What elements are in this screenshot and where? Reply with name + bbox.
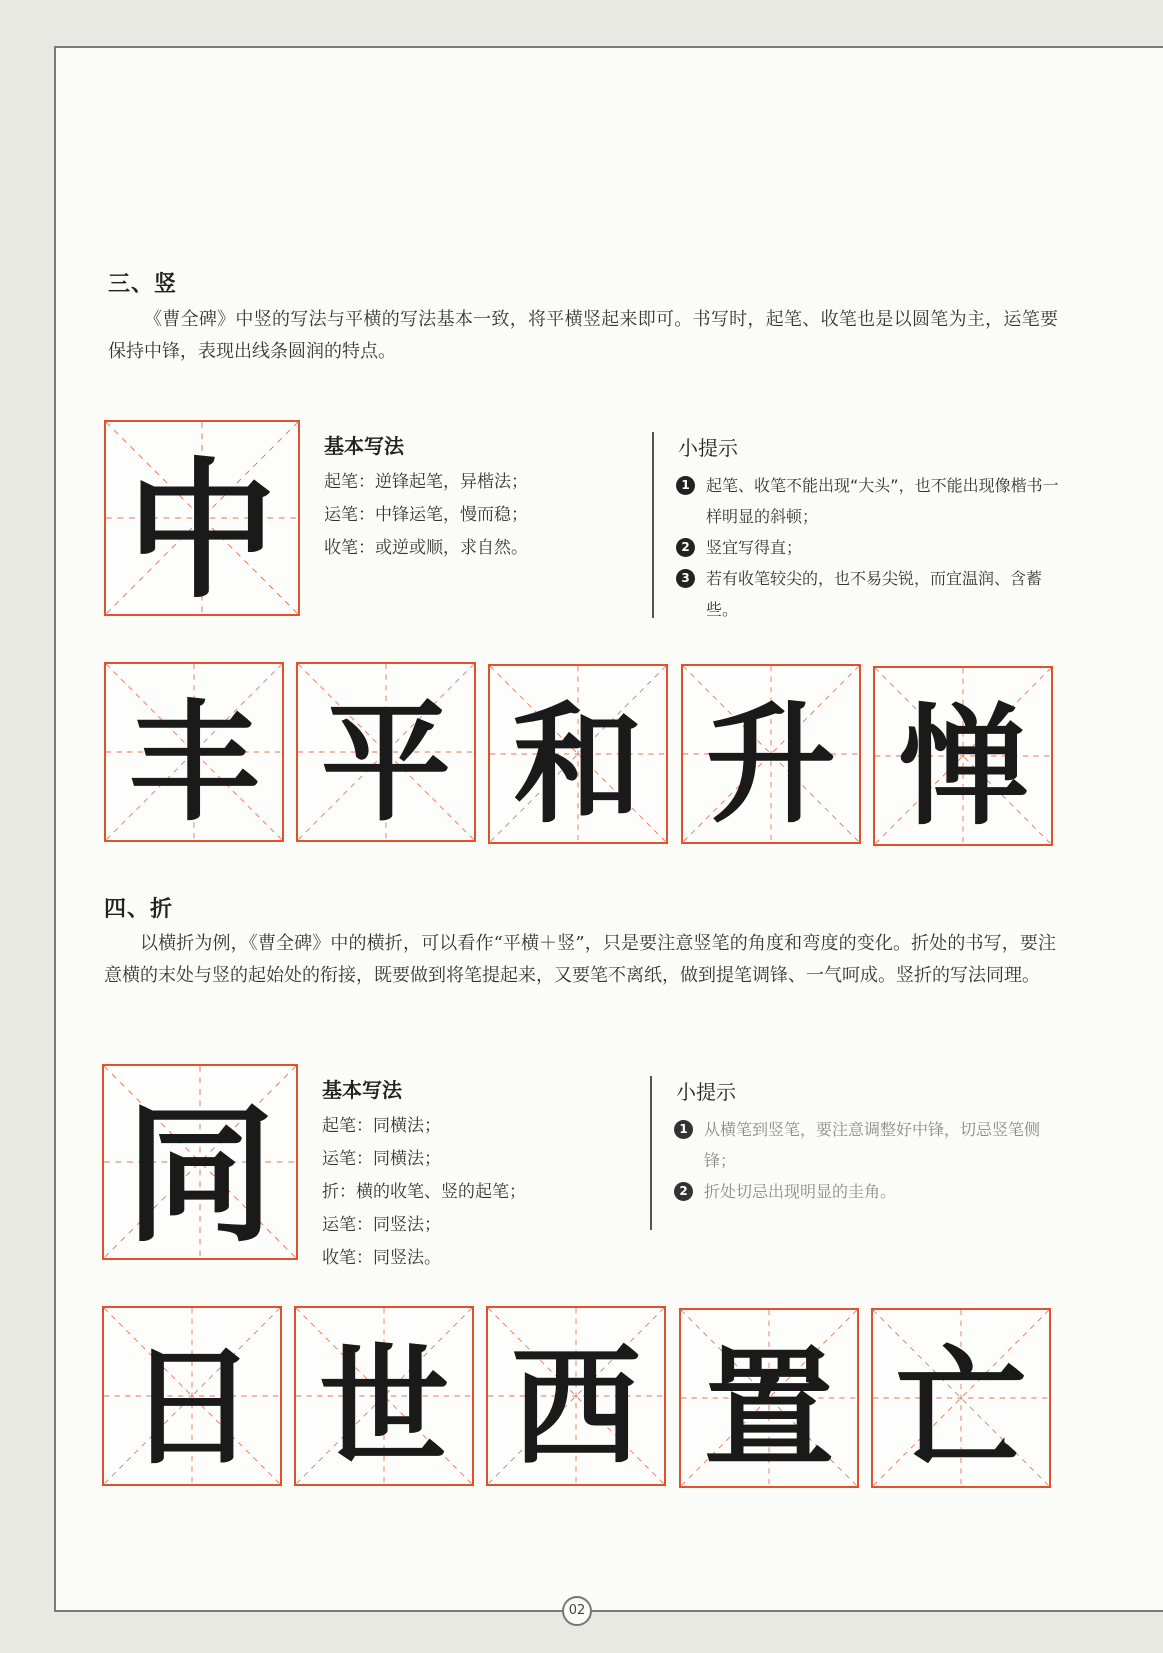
method-list [324,466,528,565]
tip-item: 1 起笔、收笔不能出现“大头”，也不能出现像楷书一样明显的斜顿； [676,470,1061,532]
method-title: 基本写法 [322,1078,402,1102]
divider [652,432,654,618]
example-box [296,662,476,842]
main-character-box [102,1064,298,1263]
example-character: 惮 [897,689,1028,843]
tip-item: 2 折处切忌出现明显的圭角。 [674,1176,1059,1207]
example-box [294,1306,474,1486]
tip-number-2: 2 [676,538,695,557]
section-paragraph-turn: 以横折为例，《曹全碑》中的横折，可以看作“平横＋竖”，只是要注意竖笔的角度和弯度的变化。折处的书写，要注意横的末处与竖的起始处的衔接，既要做到将笔提起来，又要笔不离纸，做到提笔调锋、一气呵成。竖折的写法同理。 [104,933,1056,986]
example-character: 丰 [128,685,259,839]
tip-number-2: 2 [674,1182,693,1201]
main-character: 同 [124,1087,275,1263]
method-title: 基本写法 [324,434,404,458]
tip-item: 3 若有收笔较尖的，也不易尖锐，而宜温润、含蓄些。 [676,563,1061,625]
tips-title: 小提示 [676,1080,736,1104]
example-character: 置 [703,1331,834,1485]
example-character: 日 [126,1329,257,1483]
method-item: 收笔：或逆或顺，求自然。 [324,538,528,558]
example-character: 平 [320,685,451,839]
example-box [679,1308,859,1488]
method-item: 起笔：同横法； [322,1116,441,1136]
method-item: 运笔：同竖法； [322,1215,441,1235]
example-character: 西 [510,1329,641,1483]
example-character: 世 [318,1329,449,1483]
method-item: 收笔：同竖法。 [322,1248,441,1268]
example-box [488,664,668,844]
tip-number-1: 1 [674,1120,693,1139]
example-character: 和 [512,687,643,841]
tip-item: 1 从横笔到竖笔，要注意调整好中锋，切忌竖笔侧锋； [674,1114,1059,1176]
example-box [102,1306,282,1486]
section-heading-vertical: 三、竖 [108,271,178,297]
divider [650,1076,652,1230]
method-item: 运笔：同横法； [322,1149,441,1169]
method-item: 起笔：逆锋起笔，异楷法； [324,472,528,492]
page-number: 02 [562,1596,592,1626]
section-heading-turn: 四、折 [104,896,174,922]
method-item: 运笔：中锋运笔，慢而稳； [324,505,528,525]
tips-title: 小提示 [678,436,738,460]
main-character: 中 [126,443,277,619]
method-item: 折：横的收笔、竖的起笔； [322,1182,526,1202]
tip-item: 2 竖宜写得直； [676,532,1061,563]
example-character: 升 [705,687,836,841]
method-list [322,1110,526,1275]
example-box [871,1308,1051,1488]
tips-list [676,470,1061,625]
example-box [873,666,1053,846]
example-box [681,664,861,844]
tips-list [674,1114,1059,1207]
section-paragraph-vertical: 《曹全碑》中竖的写法与平横的写法基本一致，将平横竖起来即可。书写时，起笔、收笔也是以圆笔为主，运笔要保持中锋，表现出线条圆润的特点。 [108,309,1058,362]
main-character-box [104,420,300,619]
example-box [486,1306,666,1486]
example-box [104,662,284,842]
example-character: 亡 [895,1331,1026,1485]
tip-number-3: 3 [676,569,695,588]
tip-number-1: 1 [676,476,695,495]
